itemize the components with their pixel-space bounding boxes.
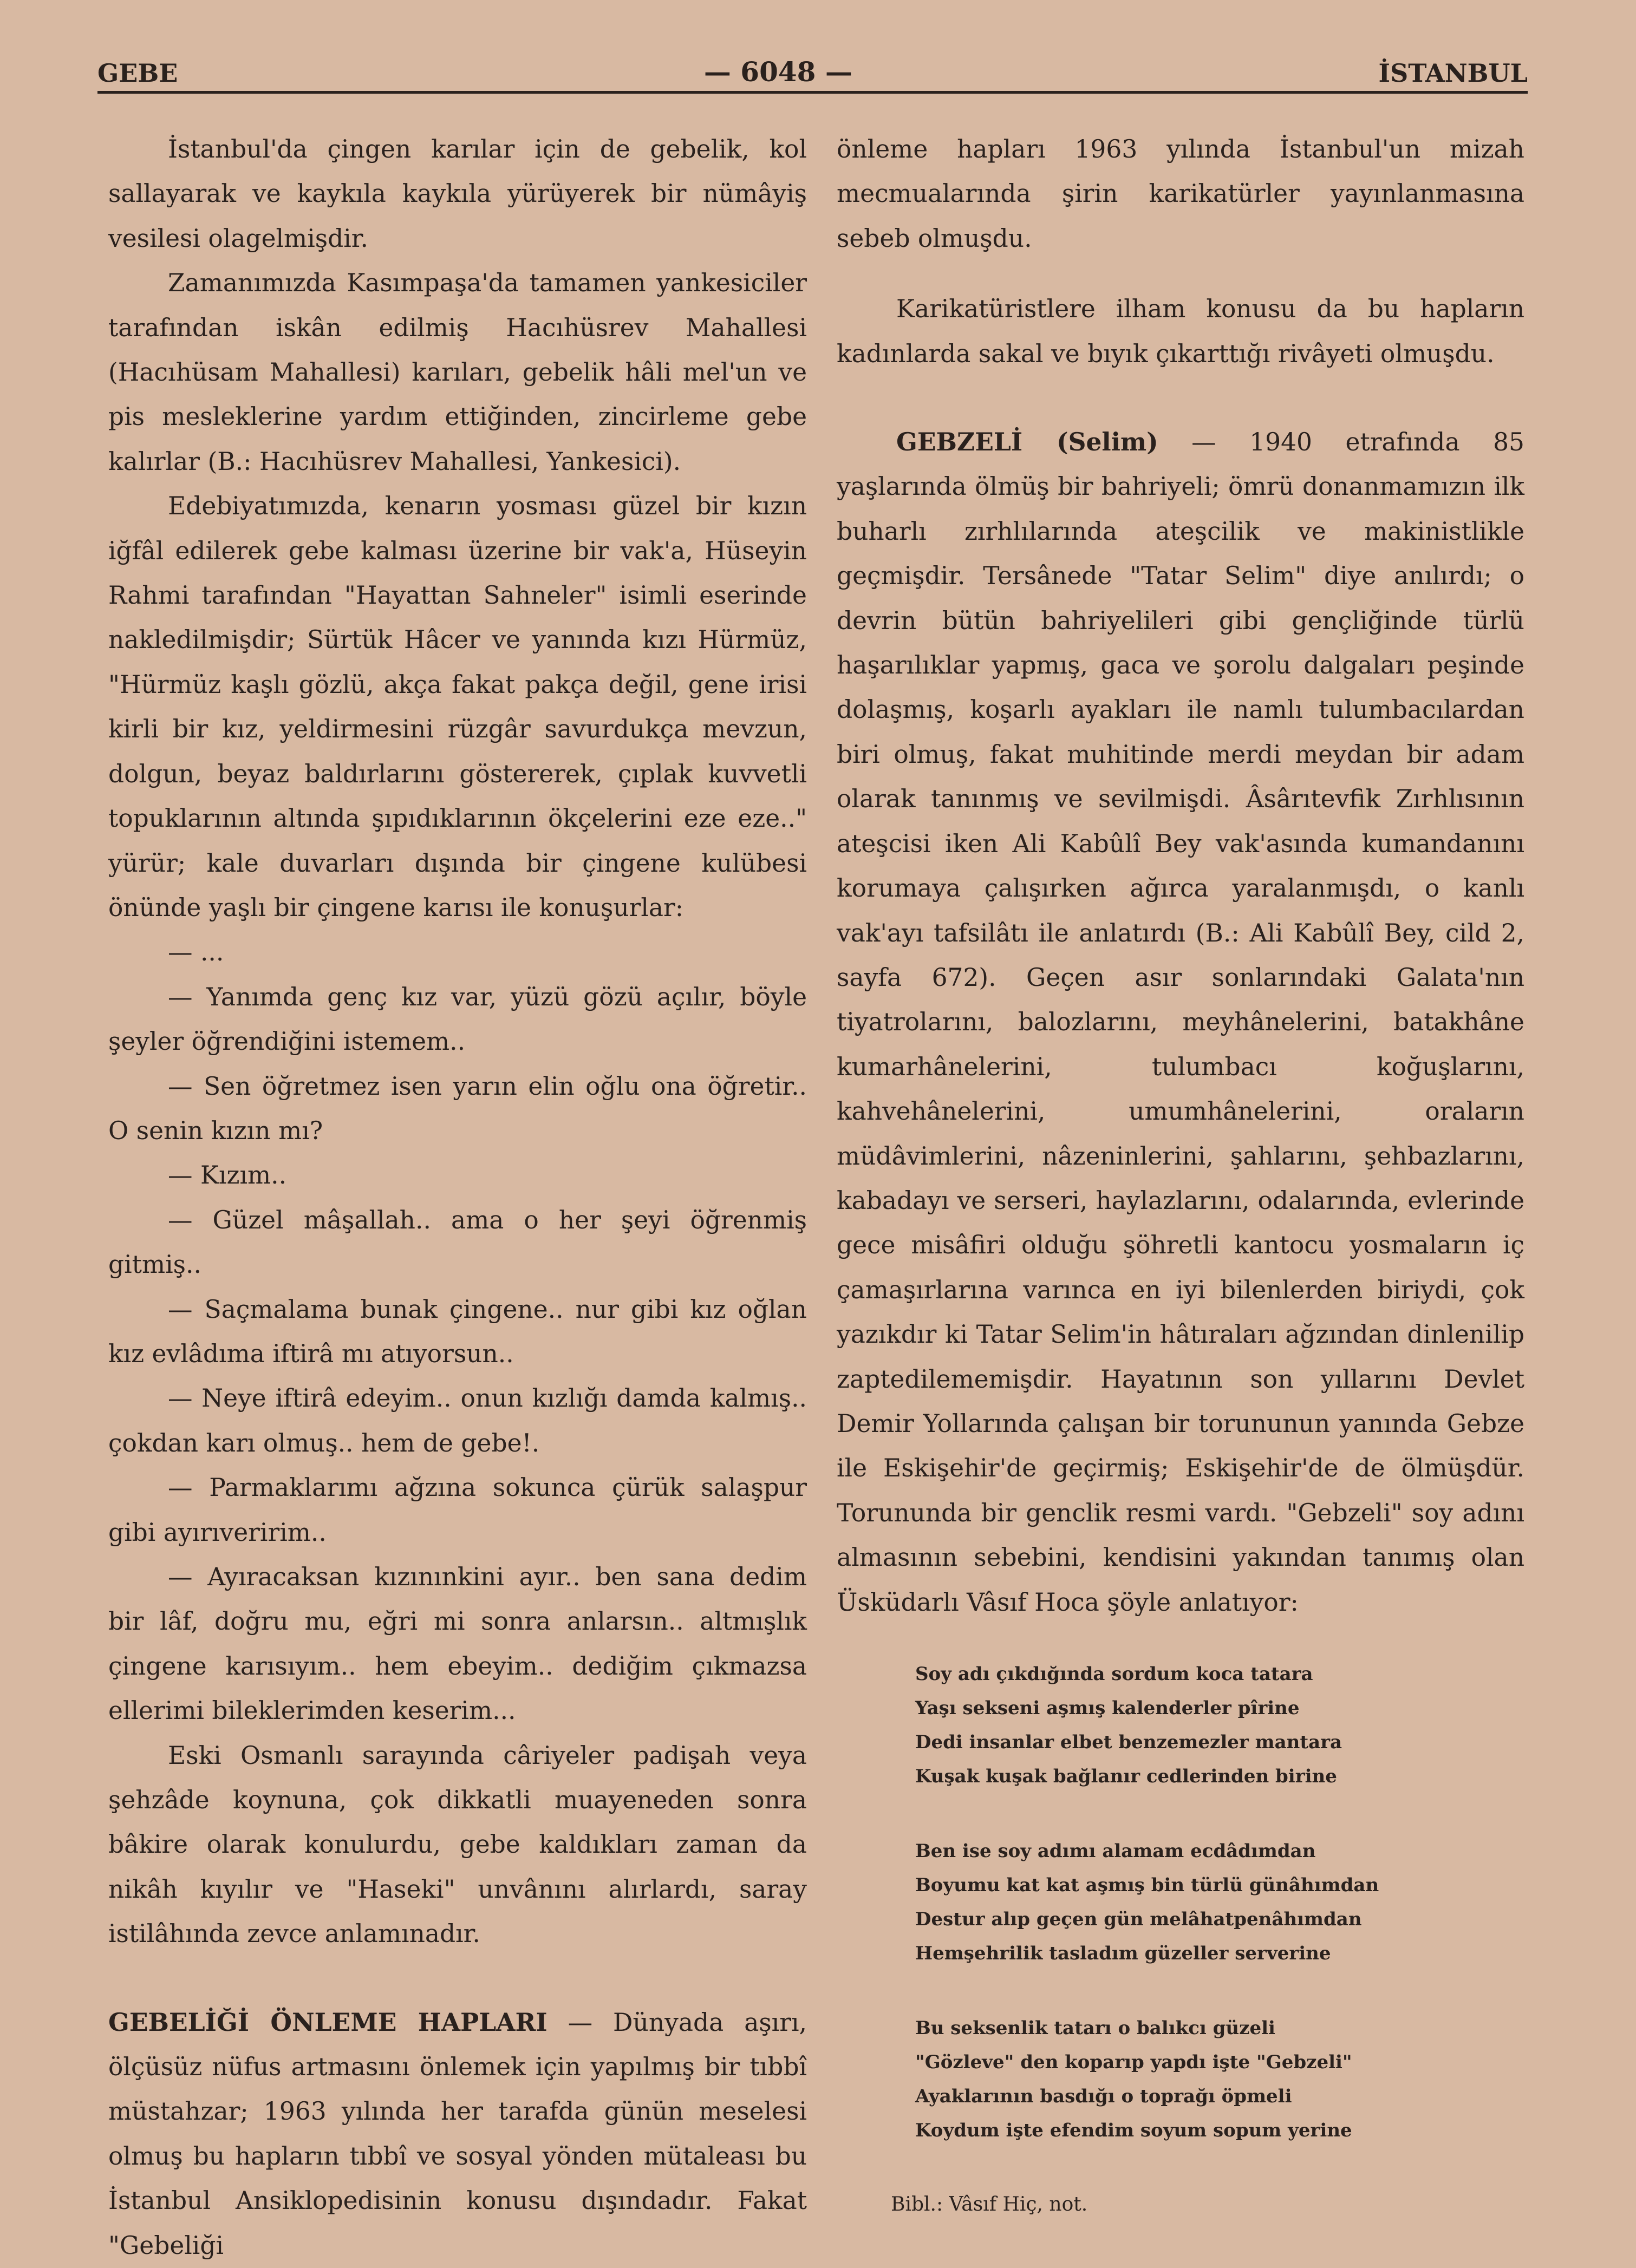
verse-line: Kuşak kuşak bağlanır cedlerinden birine [915, 1766, 1337, 1787]
verse-line: "Gözleve" den koparıp yapdı işte "Gebzeli" [915, 2051, 1352, 2073]
verse-line: Destur alıp geçen gün melâhatpenâhımdan [915, 1908, 1362, 1930]
dialogue-line: — Sen öğretmez isen yarın elin oğlu ona öğretir.. O senin kızın mı? [108, 1071, 807, 1145]
paragraph: önleme hapları 1963 yılında İstanbul'un mizah mecmualarında şirin karikatürler yayınlanmasına sebeb olmuşdu. [837, 135, 1524, 253]
dialogue-line: — Ayıracaksan kızınınkini ayır.. ben sana dedim bir lâf, doğru mu, eğri mi sonra anlarsın.. altmışlık çingene karısıyım.. hem ebeyim.. dediğim çıkmazsa ellerimi bileklerimden keserim... [108, 1563, 807, 1725]
entry-text: — Dünyada aşırı, ölçüsüz nüfus artmasını önlemek için yapılmış bir tıbbî müstahzar; 1963 yılında her tarafda günün meselesi olmuş bu hapların tıbbî ve sosyal yönden mütaleası bu İstanbul Ansiklopedisinin konusu dışındadır. Fakat "Gebeliği [108, 2008, 807, 2260]
entry-title: GEBELİĞİ ÖNLEME HAPLARI [108, 2007, 547, 2037]
paragraph: Karikatüristlere ilham konusu da bu hapların kadınlarda sakal ve bıyık çıkarttığı rivâyeti olmuşdu. [837, 295, 1524, 368]
dialogue-line: — Yanımda genç kız var, yüzü gözü açılır, böyle şeyler öğrendiğini istemem.. [108, 982, 807, 1056]
stanza [915, 1657, 1524, 1794]
stanza [915, 1834, 1524, 1971]
dialogue-line: — Saçmalama bunak çingene.. nur gibi kız oğlan kız evlâdıma iftirâ mı atıyorsun.. [108, 1295, 807, 1368]
entry-text: — 1940 etrafında 85 yaşlarında ölmüş bir bahriyeli; ömrü donanmamızın ilk buharlı zırhlılarında ateşcilik ve makinistlikle geçmişdir. Tersânede "Tatar Selim" diye anılırdı; o devrin bütün bahriyelileri gibi gençliğinde türlü haşarılıklar yapmış, gaca ve şorolu dalgaları peşinde dolaşmış, koşarlı ayakları ile namlı tulumbacılardan biri olmuş, fakat muhitinde merdi meydan bir adam olarak tanınmış ve sevilmişdi. Âsârıtevfik Zırhlısının ateşcisi iken Ali Kabûlî Bey vak'asında kumandanını korumaya çalışırken ağırca yaralanmışdı, o kanlı vak'ayı tafsilâtı ile anlatırdı (B.: Ali Kabûlî Bey, cild 2, sayfa 672). Geçen asır sonlarındaki Galata'nın tiyatrolarını, balozlarını, meyhânelerini, batakhâne kumarhânelerini, tulumbacı koğuşlarını, kahvehânelerini, umumhânelerini, oraların müdâvimlerini, nâzeninlerini, şahlarını, şehbazlarını, kabadayı ve serseri, haylazlarını, odalarında, evlerinde gece misâfiri olduğu şöhretli kantocu yosmaların iç çamaşırlarına varınca en iyi bilenlerden biriydi, çok yazıkdır ki Tatar Selim'in hâtıraları ağzından dinlenilip zaptedilememişdir. Hayatının son yıllarını Devlet Demir Yollarında çalışan bir torununun yanında Gebze ile Eskişehir'de geçirmiş; Eskişehir'de de ölmüşdür. Torununda bir genclik resmi vardı. "Gebzeli" soy adını almasının sebebini, kendisini yakından tanımış olan Üsküdarlı Vâsıf Hoca şöyle anlatıyor: [837, 428, 1524, 1617]
entry-gebzeli [837, 420, 1524, 1625]
verse-line: Dedi insanlar elbet benzemezler mantara [915, 1731, 1342, 1753]
verse-line: Ben ise soy adımı alamam ecdâdımdan [915, 1840, 1316, 1862]
verse-line: Hemşehrilik tasladım güzeller serverine [915, 1943, 1331, 1964]
dialogue-line: — ... [168, 938, 224, 967]
dialogue-line: — Kızım.. [168, 1161, 287, 1190]
entry-title: GEBZELİ (Selim) [896, 427, 1158, 457]
dialogue-line: — Parmaklarımı ağzına sokunca çürük salaşpur gibi ayırıveririm.. [108, 1473, 807, 1547]
stanza [915, 2011, 1524, 2148]
entry-gebeligi [108, 2000, 807, 2268]
verse-line: Koydum işte efendim soyum sopum yerine [915, 2120, 1352, 2141]
bibliography: Bibl.: Vâsıf Hiç, not. [891, 2193, 1088, 2215]
verse-line: Bu seksenlik tatarı o balıkcı güzeli [915, 2017, 1275, 2039]
header-left: GEBE [97, 58, 178, 88]
paragraph: Zamanımızda Kasımpaşa'da tamamen yankesiciler tarafından iskân edilmiş Hacıhüsrev Mahallesi (Hacıhüsam Mahallesi) karıları, gebelik hâli mel'un ve pis mesleklerine yardım ettiğinden, zincirleme gebe kalırlar (B.: Hacıhüsrev Mahallesi, Yankesici). [108, 269, 807, 476]
right-column [837, 127, 1524, 2221]
header-right: İSTANBUL [1378, 58, 1528, 88]
page-number: — 6048 — [703, 56, 852, 88]
verse-line: Soy adı çıkdığında sordum koca tatara [915, 1663, 1313, 1685]
left-column [108, 127, 807, 2268]
page-header [97, 50, 1528, 88]
paragraph: Eski Osmanlı sarayında câriyeler padişah veya şehzâde koynuna, çok dikkatli muayeneden sonra bâkire olarak konulurdu, gebe kaldıkları zaman da nikâh kıyılır ve "Haseki" unvânını alırlardı, saray istilâhında zevce anlamınadır. [108, 1741, 807, 1949]
paragraph: Edebiyatımızda, kenarın yosması güzel bir kızın iğfâl edilerek gebe kalması üzerine bir vak'a, Hüseyin Rahmi tarafından "Hayattan Sahneler" isimli eserinde nakledilmişdir; Sürtük Hâcer ve yanında kızı Hürmüz, "Hürmüz kaşlı gözlü, akça fakat pakça değil, gene irisi kirli bir kız, yeldirmesini rüzgâr savurdukça mevzun, dolgun, beyaz baldırlarını göstererek, çıplak kuvvetli topuklarının altında şıpıdıklarının ökçelerini eze eze.." yürür; kale duvarları dışında bir çingene kulübesi önünde yaşlı bir çingene karısı ile konuşurlar: [108, 492, 807, 922]
poem [837, 1657, 1524, 2148]
verse-line: Boyumu kat kat aşmış bin türlü günâhımdan [915, 1874, 1379, 1896]
dialogue-line: — Neye iftirâ edeyim.. onun kızlığı damda kalmış.. çokdan karı olmuş.. hem de gebe!. [108, 1384, 807, 1457]
verse-line: Ayaklarının basdığı o toprağı öpmeli [915, 2086, 1292, 2107]
dialogue-line: — Güzel mâşallah.. ama o her şeyi öğrenmiş gitmiş.. [108, 1205, 807, 1279]
header-rule [97, 91, 1528, 94]
verse-line: Yaşı sekseni aşmış kalenderler pîrine [915, 1697, 1300, 1719]
paragraph: İstanbul'da çingen karılar için de gebelik, kol sallayarak ve kaykıla kaykıla yürüyerek bir nümâyiş vesilesi olagelmişdir. [108, 135, 807, 253]
